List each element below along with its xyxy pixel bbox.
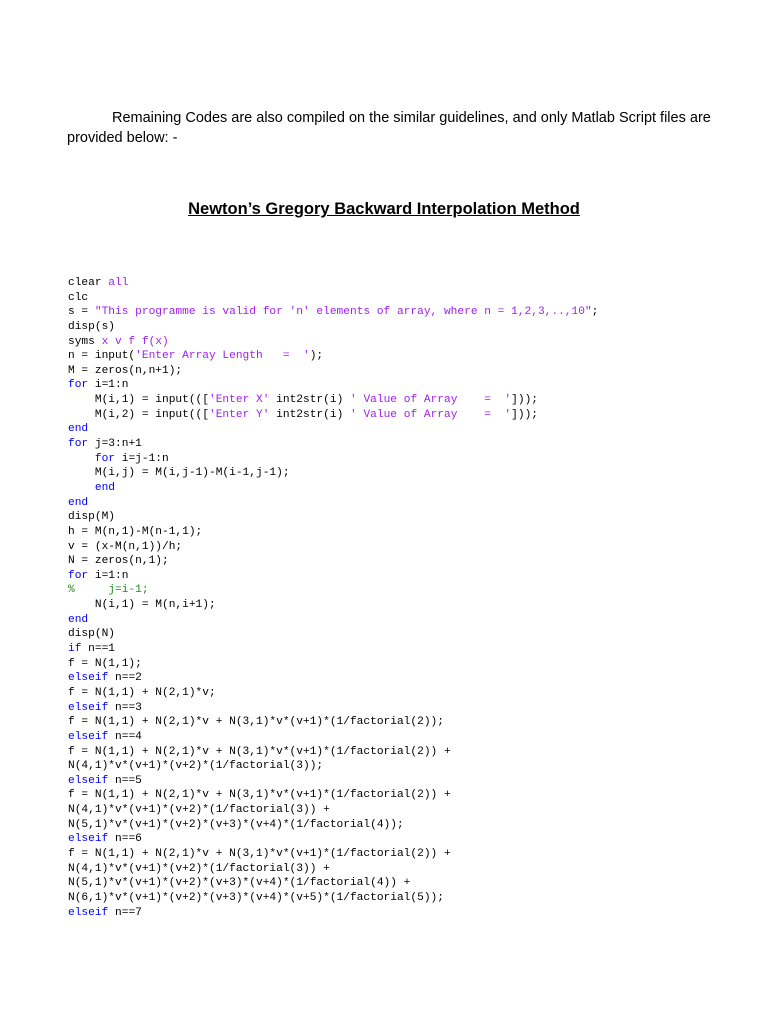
code-token: i=j-1:n <box>115 452 169 465</box>
code-line <box>68 320 598 335</box>
code-line <box>68 583 598 598</box>
code-line <box>68 642 598 657</box>
code-line <box>68 818 598 833</box>
code-token: disp(N) <box>68 628 115 641</box>
code-token: clc <box>68 291 89 304</box>
code-token: ; <box>591 306 599 319</box>
code-token: n==2 <box>108 672 142 685</box>
code-token: for <box>68 379 89 392</box>
code-token: 'Enter Y' <box>209 408 270 421</box>
code-token: N(6,1)*v*(v+1)*(v+2)*(v+3)*(v+4)*(v+5)*(1/factorial(5)); <box>68 891 444 904</box>
code-token: elseif <box>68 672 109 685</box>
code-token: N(4,1)*v*(v+1)*(v+2)*(1/factorial(3)) + <box>68 862 330 875</box>
code-line <box>68 803 598 818</box>
code-token: syms <box>68 335 102 348</box>
code-token: n==5 <box>108 774 142 787</box>
code-line <box>68 862 598 877</box>
code-token: disp(M) <box>68 511 115 524</box>
intro-paragraph: Remaining Codes are also compiled on the similar guidelines, and only Matlab Script files are provided below: - <box>67 110 711 146</box>
code-line <box>68 745 598 760</box>
code-token: end <box>94 481 116 494</box>
code-token: i=1:n <box>88 569 129 582</box>
code-line <box>68 774 598 789</box>
code-line <box>68 422 598 437</box>
code-token: elseif <box>68 774 109 787</box>
code-line <box>68 613 598 628</box>
code-token: elseif <box>68 833 109 846</box>
code-token: elseif <box>68 701 109 714</box>
code-token: % j=i-1; <box>68 584 149 597</box>
code-line <box>68 686 598 701</box>
code-token: N = zeros(n,1); <box>68 555 169 568</box>
code-token: disp(s) <box>68 320 115 333</box>
code-token: s = <box>68 306 95 319</box>
code-token: for <box>94 452 116 465</box>
code-token: elseif <box>68 730 109 743</box>
code-token: f = N(1,1) + N(2,1)*v + N(3,1)*v*(v+1)*(1/factorial(2)) + <box>68 745 451 758</box>
code-token: M(i,j) = M(i,j-1)-M(i-1,j-1); <box>68 467 290 480</box>
code-token: n = input( <box>68 350 136 363</box>
code-line <box>68 452 598 467</box>
code-line <box>68 759 598 774</box>
code-token: j=3:n+1 <box>88 438 142 451</box>
code-token <box>68 482 95 494</box>
code-line <box>68 715 598 730</box>
code-line <box>68 510 598 525</box>
code-line <box>68 701 598 716</box>
code-line <box>68 730 598 745</box>
code-line <box>68 891 598 906</box>
code-token: i=1:n <box>88 379 129 392</box>
code-token: ); <box>309 350 324 363</box>
code-line <box>68 276 598 291</box>
code-token: N(4,1)*v*(v+1)*(v+2)*(1/factorial(3)); <box>68 760 324 773</box>
code-line <box>68 627 598 642</box>
section-heading: Newton’s Gregory Backward Interpolation Method <box>188 200 580 218</box>
code-token: M = zeros(n,n+1); <box>68 364 183 377</box>
code-line <box>68 788 598 803</box>
code-line <box>68 466 598 481</box>
code-token: for <box>68 569 89 582</box>
code-token: all <box>108 277 129 289</box>
code-line <box>68 554 598 569</box>
code-line <box>68 349 598 364</box>
code-line <box>68 569 598 584</box>
code-line <box>68 291 598 306</box>
code-line <box>68 393 598 408</box>
code-token: N(5,1)*v*(v+1)*(v+2)*(v+3)*(v+4)*(1/factorial(4)) + <box>68 877 411 890</box>
code-token: n==3 <box>108 701 142 714</box>
code-line <box>68 496 598 511</box>
code-line <box>68 525 598 540</box>
code-token <box>68 453 95 465</box>
code-token: end <box>68 496 89 509</box>
code-token: ' Value of Array = ' <box>350 408 512 421</box>
code-line <box>68 437 598 452</box>
code-token: f = N(1,1) + N(2,1)*v; <box>68 686 216 699</box>
code-token: N(i,1) = M(n,i+1); <box>68 599 216 612</box>
code-token: n==6 <box>108 833 142 846</box>
code-line <box>68 481 598 496</box>
code-token: for <box>68 438 89 451</box>
code-token: n==4 <box>108 730 142 743</box>
code-line <box>68 906 598 921</box>
code-token: ' Value of Array = ' <box>350 394 512 407</box>
code-line <box>68 847 598 862</box>
code-token: N(5,1)*v*(v+1)*(v+2)*(v+3)*(v+4)*(1/factorial(4)); <box>68 818 404 831</box>
code-line <box>68 540 598 555</box>
code-line <box>68 876 598 891</box>
code-line <box>68 305 598 320</box>
code-token: end <box>68 423 89 436</box>
code-line <box>68 335 598 350</box>
code-token: f = N(1,1) + N(2,1)*v + N(3,1)*v*(v+1)*(1/factorial(2)) + <box>68 789 451 802</box>
code-token: f = N(1,1) + N(2,1)*v + N(3,1)*v*(v+1)*(1/factorial(2)); <box>68 716 444 729</box>
code-token: end <box>68 613 89 626</box>
code-token: f = N(1,1) + N(2,1)*v + N(3,1)*v*(v+1)*(1/factorial(2)) + <box>68 847 451 860</box>
code-token: ])); <box>511 394 539 407</box>
code-token: "This programme is valid for 'n' elements of array, where n = 1,2,3,..,10" <box>94 306 592 319</box>
code-line <box>68 832 598 847</box>
code-token: h = M(n,1)-M(n-1,1); <box>68 525 203 538</box>
code-line <box>68 598 598 613</box>
code-token: N(4,1)*v*(v+1)*(v+2)*(1/factorial(3)) + <box>68 804 330 817</box>
code-token: n==7 <box>108 906 142 919</box>
code-line <box>68 657 598 672</box>
code-token: f = N(1,1); <box>68 657 142 670</box>
code-token: if <box>68 643 82 656</box>
code-token: int2str(i) <box>269 408 351 421</box>
code-token: ])); <box>511 408 539 421</box>
code-token: M(i,1) = input(([ <box>68 394 209 407</box>
code-token: int2str(i) <box>269 394 351 407</box>
code-line <box>68 671 598 686</box>
code-line <box>68 378 598 393</box>
code-token: clear <box>68 277 109 289</box>
code-token: n==1 <box>81 643 116 656</box>
code-line <box>68 408 598 423</box>
matlab-code-block <box>68 276 598 920</box>
code-token: 'Enter Array Length = ' <box>135 350 310 363</box>
code-token: elseif <box>68 906 109 919</box>
code-token: M(i,2) = input(([ <box>68 408 209 421</box>
code-token: x v f f(x) <box>101 335 169 348</box>
code-token: 'Enter X' <box>209 394 270 407</box>
code-token: v = (x-M(n,1))/h; <box>68 540 183 553</box>
code-line <box>68 364 598 379</box>
